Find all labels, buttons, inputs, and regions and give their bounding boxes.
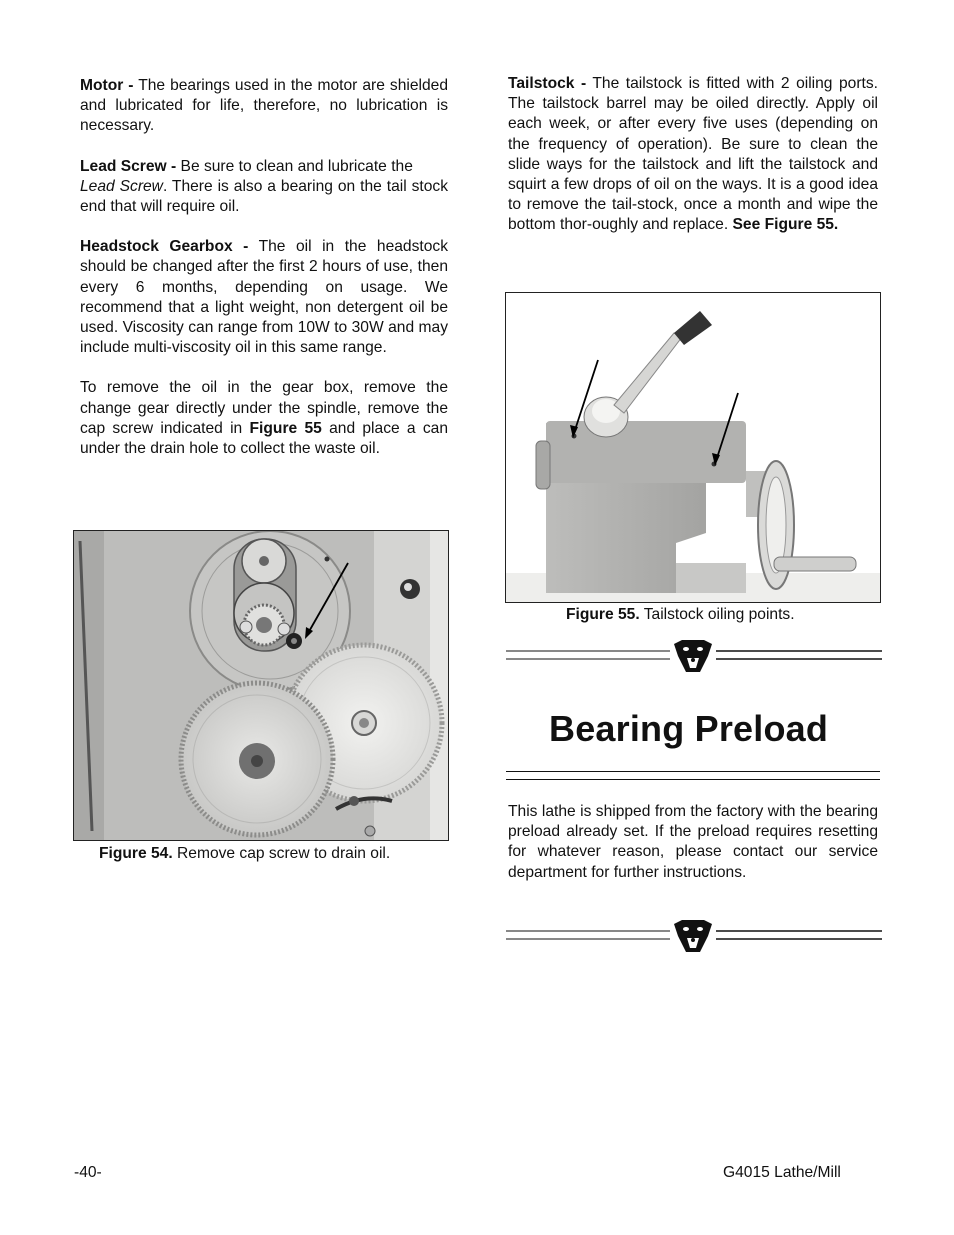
bear-logo-icon xyxy=(674,640,712,672)
section-divider-bottom xyxy=(506,920,882,954)
figure-54-caption xyxy=(99,845,390,863)
figure-54-photo xyxy=(73,530,449,841)
preload-paragraph: This lathe is shipped from the factory with the bearing preload already set. If the preload requires resetting for whatever reason, please contact our service department for further instructions. xyxy=(508,803,878,881)
figure-54-text: Remove cap screw to drain oil. xyxy=(177,845,391,862)
tailstock-text: The tailstock is fitted with 2 oiling ports. The tailstock barrel may be oiled directly. Apply oil each week, or after every five uses (depending on the frequency of operation). Be sure to clean the slide ways for the tailstock and lift the tailstock and squirt a few drops of oil on the ways. It is a good idea to remove the tail-stock, once a month and wipe the bottom thor-oughly and replace. xyxy=(508,75,878,234)
tailstock-see-figure: See Figure 55. xyxy=(732,216,839,234)
figure-55-caption xyxy=(566,606,795,624)
motor-text: The bearings used in the motor are shielded and lubricated for life, therefore, no lubrication is necessary. xyxy=(80,77,448,135)
remove-oil-text-after: and place a can under the drain hole to collect the waste oil. xyxy=(80,419,449,458)
figure-ref: Figure 55 xyxy=(249,419,322,437)
tailstock-illustration xyxy=(506,293,880,602)
right-column xyxy=(508,74,878,256)
motor-label: Motor - xyxy=(80,77,134,94)
left-column xyxy=(80,76,448,479)
lead-screw-italic: Lead Screw xyxy=(80,177,163,195)
bear-divider xyxy=(506,640,882,674)
model-name: G4015 Lathe/Mill xyxy=(723,1164,841,1181)
lead-screw-text-after: . There is also a bearing on the tail stock end that will require oil. xyxy=(80,177,448,216)
bear-divider-2 xyxy=(506,920,882,954)
motor-paragraph xyxy=(80,76,448,137)
figure-55-photo xyxy=(505,292,881,603)
lead-screw-text: Be sure to clean and lubricate the xyxy=(180,157,413,175)
section-heading: Bearing Preload xyxy=(549,708,829,749)
figure-55-label: Figure 55. xyxy=(566,606,640,623)
heading-rule-top xyxy=(506,771,880,772)
figure-55-text: Tailstock oiling points. xyxy=(643,606,795,623)
headstock-text: The oil in the headstock should be changed after the first 2 hours of use, then every 6 months, depending on usage. We recommend that a light weight, non detergent oil be used. Viscosity can range from 10W to 30W and may include multi-viscosity oil in this same range. xyxy=(80,238,448,357)
tailstock-label: Tailstock - xyxy=(508,75,587,92)
tailstock-paragraph xyxy=(508,74,878,236)
gear-illustration xyxy=(74,531,448,840)
headstock-paragraph xyxy=(80,237,448,358)
bear-logo-icon-2 xyxy=(674,920,712,952)
headstock-label: Headstock Gearbox - xyxy=(80,238,249,256)
remove-oil-text: To remove the oil in the gear box, remove the change gear directly under the spindle, remove the cap screw indicated in xyxy=(80,379,448,437)
lead-screw-paragraph xyxy=(80,157,448,218)
section-divider-top xyxy=(506,640,882,674)
lead-screw-label: Lead Screw - xyxy=(80,157,177,175)
remove-oil-paragraph xyxy=(80,378,448,459)
figure-54-label: Figure 54. xyxy=(99,845,173,862)
page-number: -40- xyxy=(74,1164,102,1181)
heading-rule-bottom xyxy=(506,779,880,780)
